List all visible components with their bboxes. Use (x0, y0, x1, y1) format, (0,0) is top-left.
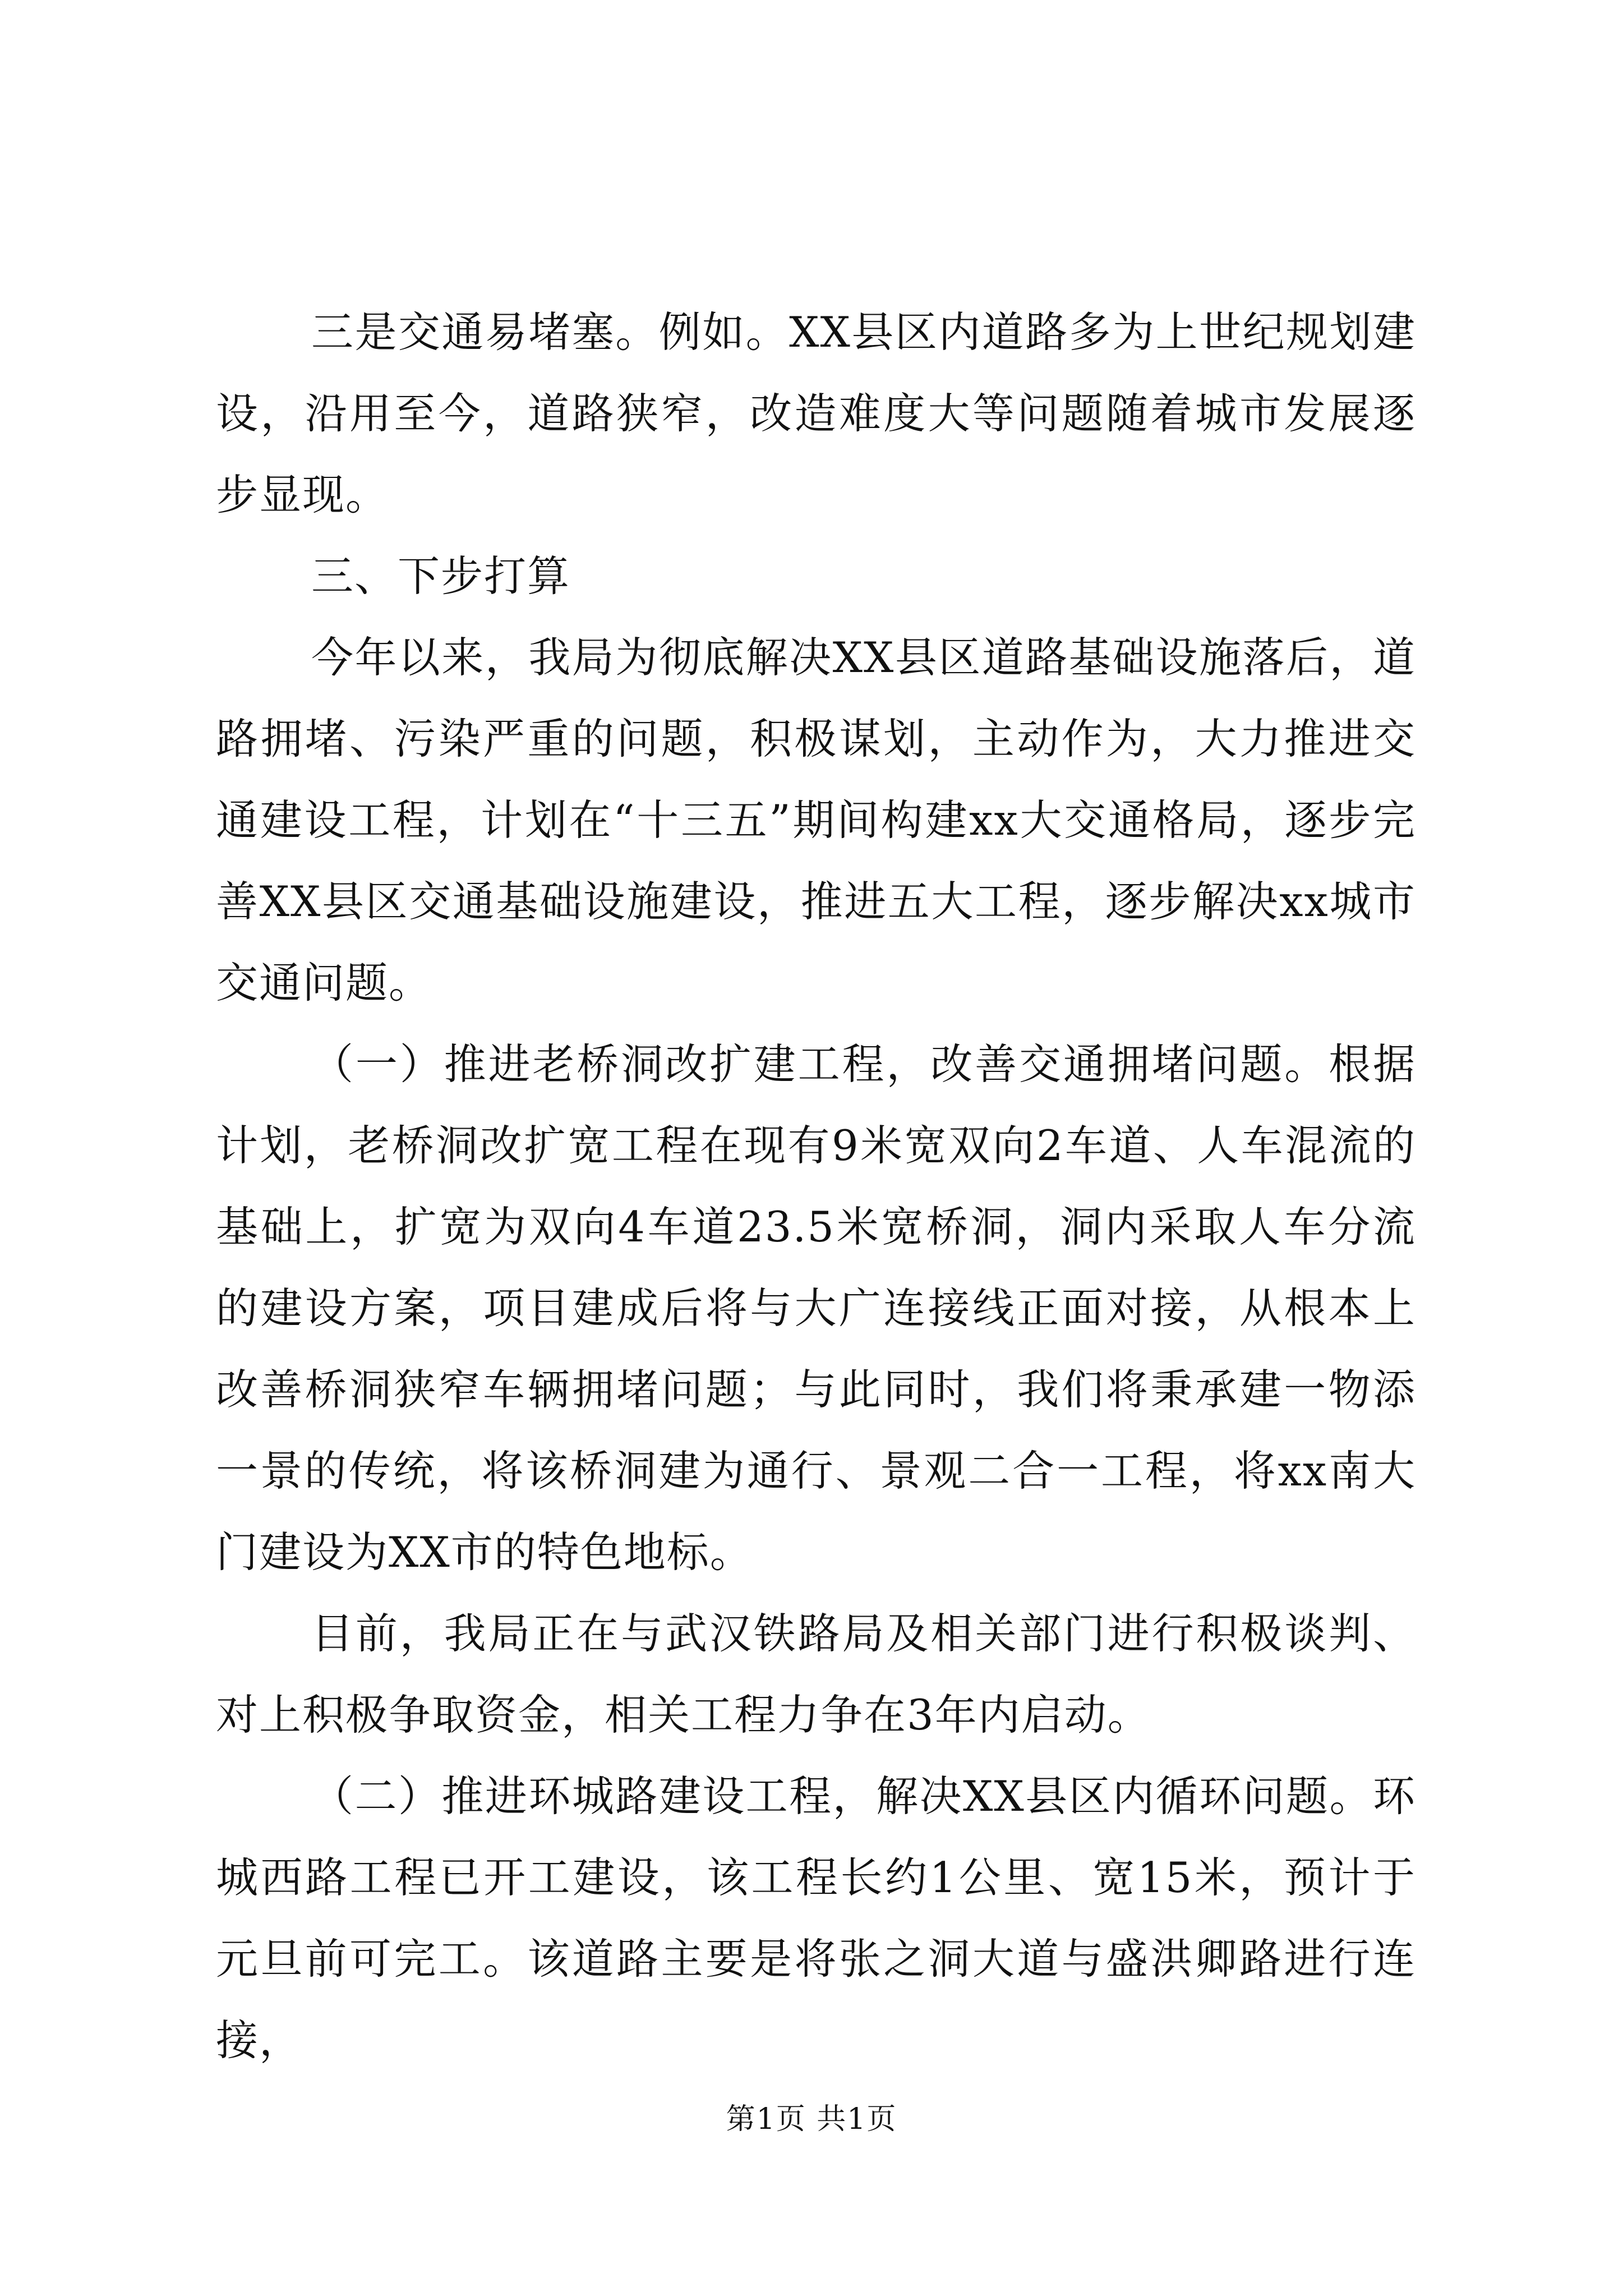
section-heading-next-steps: 三、下步打算 (311, 551, 571, 601)
paragraph-old-bridge-project: （一）推进老桥洞改扩建工程，改善交通拥堵问题。根据计划，老桥洞改扩宽工程在现有9米宽双向2车道、人车混流的基础上，扩宽为双向4车道23.5米宽桥洞，洞内采取人车分流的建设方案，项目建成后将与大广连接线正面对接，从根本上改善桥洞狭窄车辆拥堵问题；与此同时，我们将秉承建一物添一景的传统，将该桥洞建为通行、景观二合一工程，将xx南大门建设为XX市的特色地标。 (216, 1039, 1416, 1577)
paragraph-ring-road-project: （二）推进环城路建设工程，解决XX县区内循环问题。环城西路工程已开工建设，该工程长约1公里、宽15米，预计于元旦前可完工。该道路主要是将张之洞大道与盛洪卿路进行连接， (216, 1772, 1416, 2065)
page-footer: 第1页 共1页 (726, 2102, 897, 2136)
paragraph-plan-overview: 今年以来，我局为彻底解决XX县区道路基础设施落后，道路拥堵、污染严重的问题，积极谋划，主动作为，大力推进交通建设工程，计划在“十三五”期间构建xx大交通格局，逐步完善XX县区交通基础设施建设，推进五大工程，逐步解决xx城市交通问题。 (216, 633, 1416, 1007)
document-body (216, 292, 1416, 2081)
paragraph-traffic-congestion: 三是交通易堵塞。例如。XX县区内道路多为上世纪规划建设，沿用至今，道路狭窄，改造难度大等问题随着城市发展逐步显现。 (216, 307, 1416, 519)
paragraph-current-progress: 目前，我局正在与武汉铁路局及相关部门进行积极谈判、对上积极争取资金，相关工程力争在3年内启动。 (216, 1609, 1416, 1740)
